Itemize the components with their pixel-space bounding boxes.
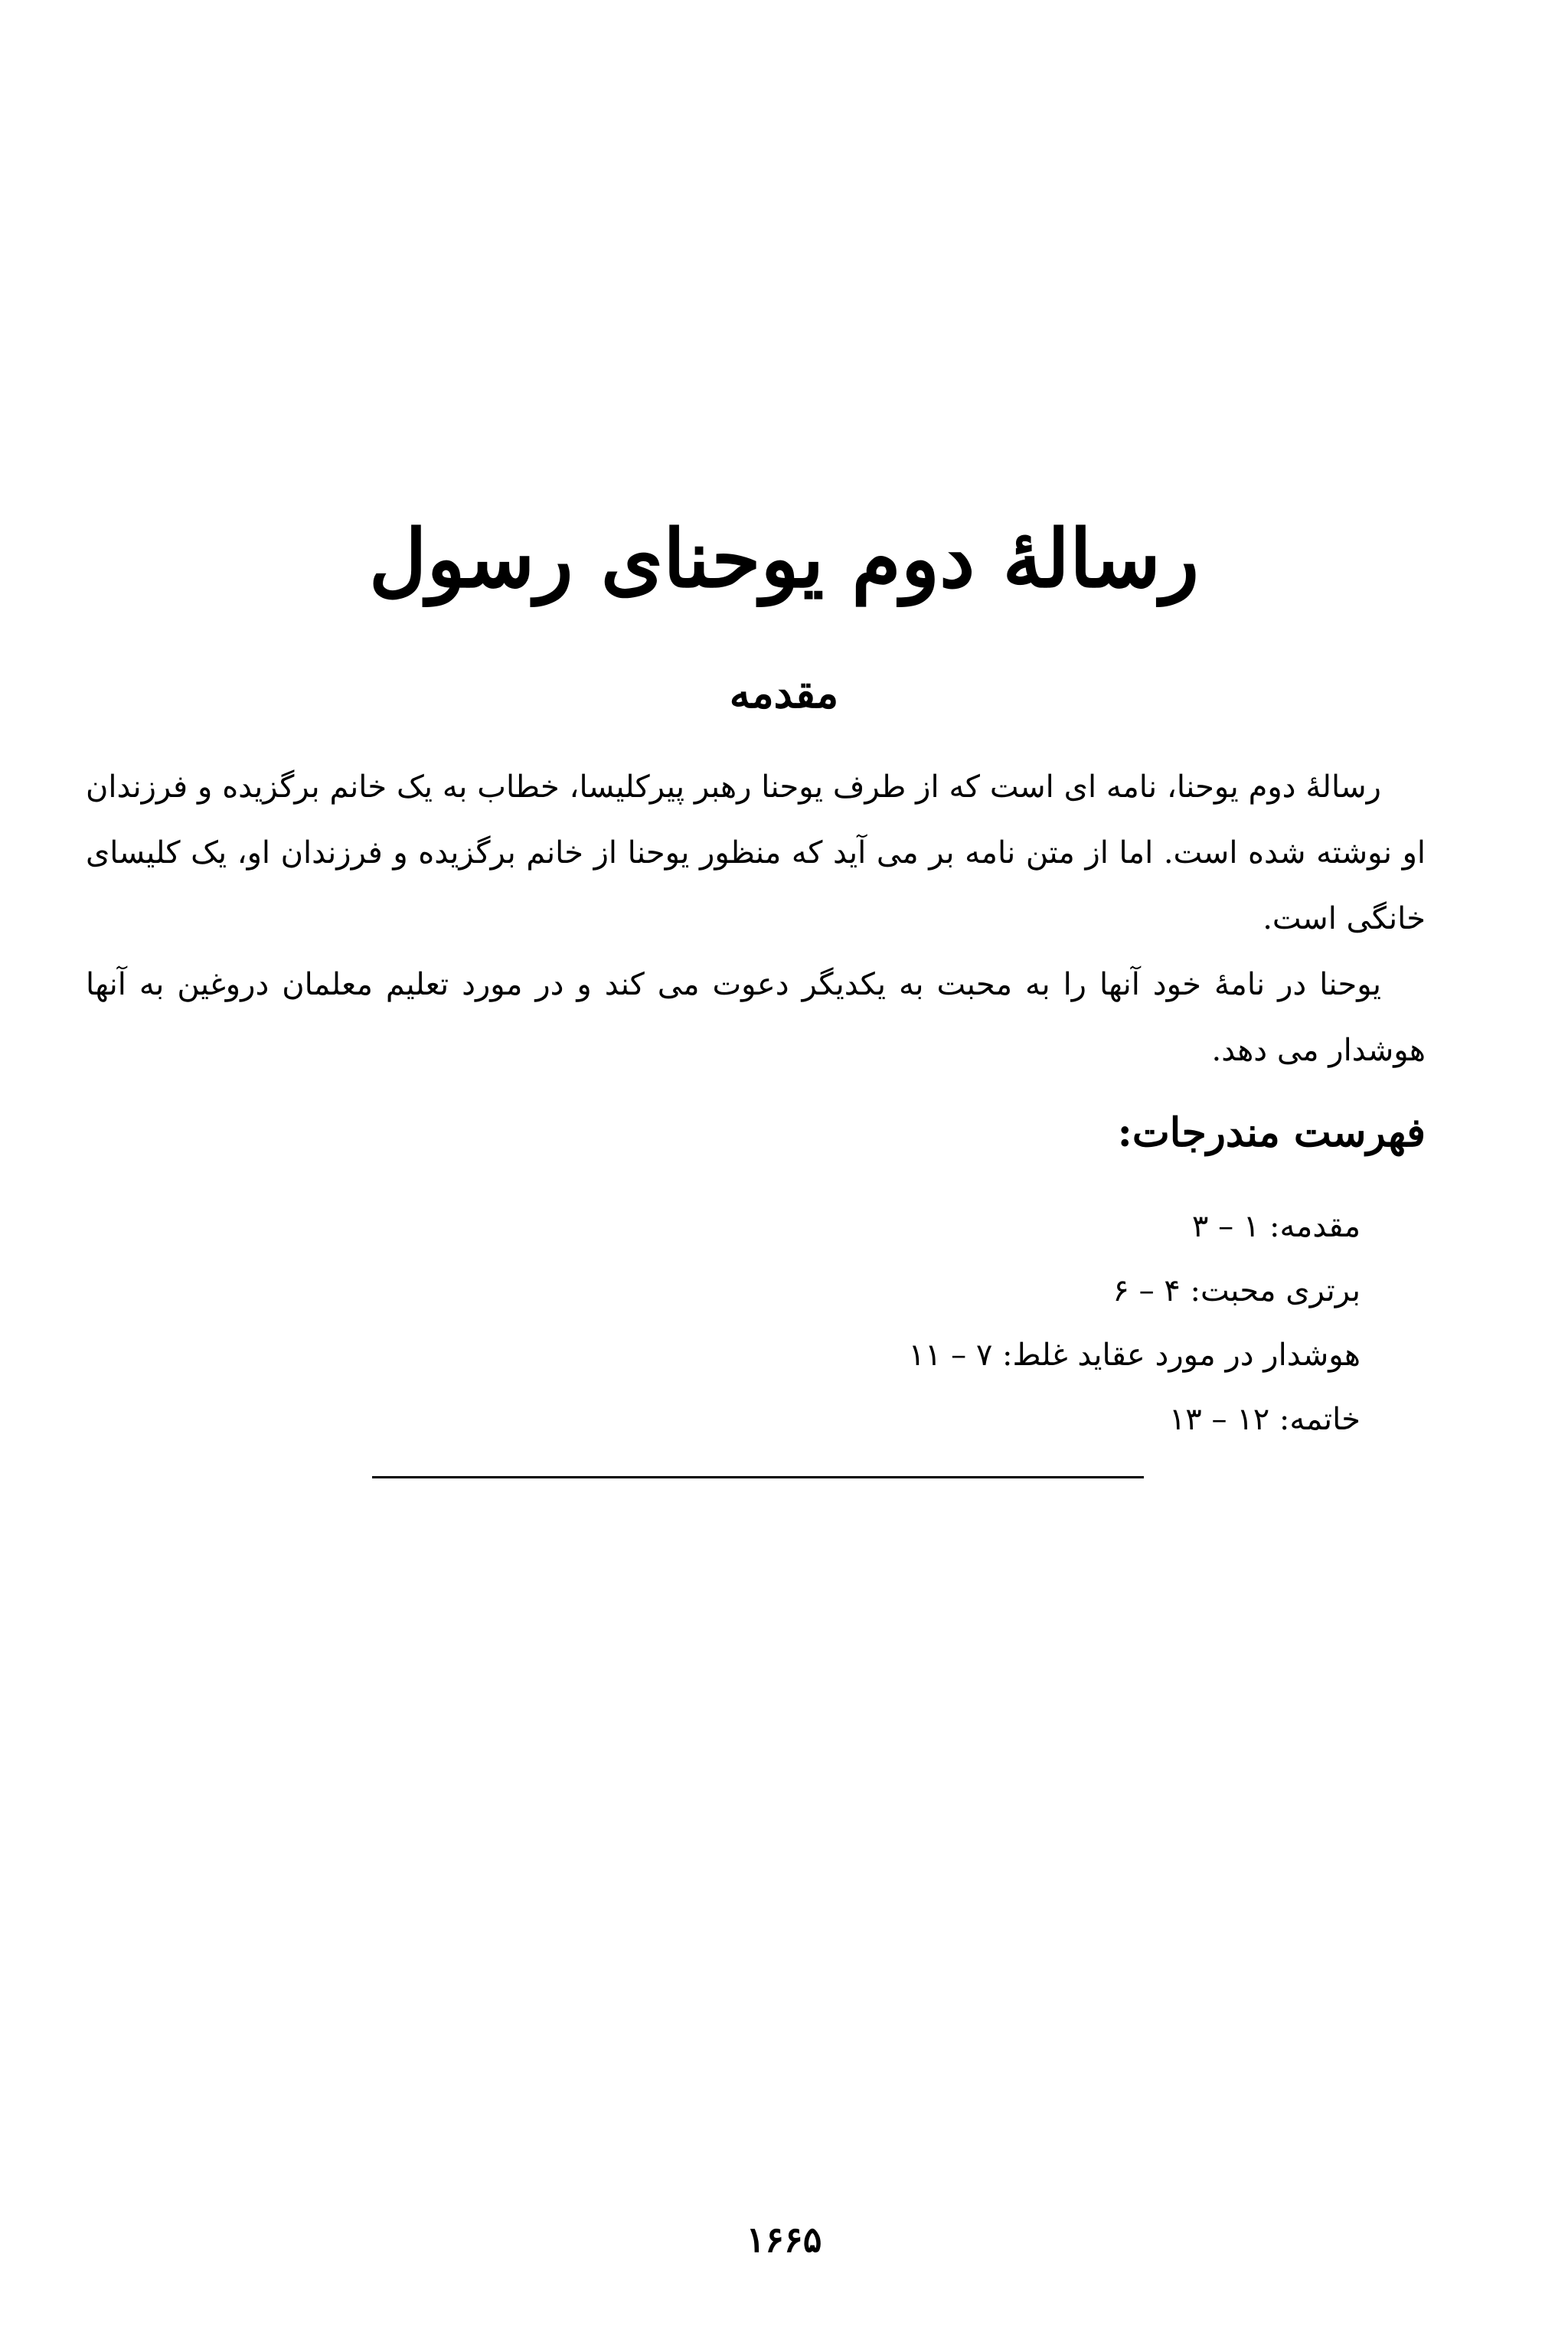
page-title: رسالهٔ دوم یوحنای رسول [368, 511, 1200, 606]
section-heading-introduction: مقدمه [729, 668, 839, 717]
table-of-contents [86, 1194, 1361, 1452]
toc-item: برتری محبت: ۴ – ۶ [1112, 1273, 1361, 1308]
table-of-contents-heading: فهرست مندرجات: [1117, 1109, 1426, 1156]
section-divider [372, 1476, 1144, 1478]
intro-paragraph-1: رسالهٔ دوم یوحنا، نامه ای است که از طرف یوحنا رهبر پیرکلیسا، خطاب به یک خانم برگزیده و فرزندان او نوشته شده است. اما از متن نامه بر می آید که منظور یوحنا از خانم برگزیده و فرزندان او، یک کلیسای خانگی است. [86, 769, 1426, 936]
toc-item: مقدمه: ۱ – ۳ [1191, 1209, 1361, 1244]
toc-item: خاتمه: ۱۲ – ۱۳ [1168, 1402, 1361, 1437]
toc-item: هوشدار در مورد عقاید غلط: ۷ – ۱۱ [908, 1338, 1361, 1373]
page-number: ۱۶۶۵ [746, 2219, 822, 2260]
introduction-text [86, 754, 1426, 1083]
intro-paragraph-2: یوحنا در نامهٔ خود آنها را به محبت به یکدیگر دعوت می کند و در مورد تعلیم معلمان دروغین به آنها هوشدار می دهد. [86, 967, 1426, 1068]
